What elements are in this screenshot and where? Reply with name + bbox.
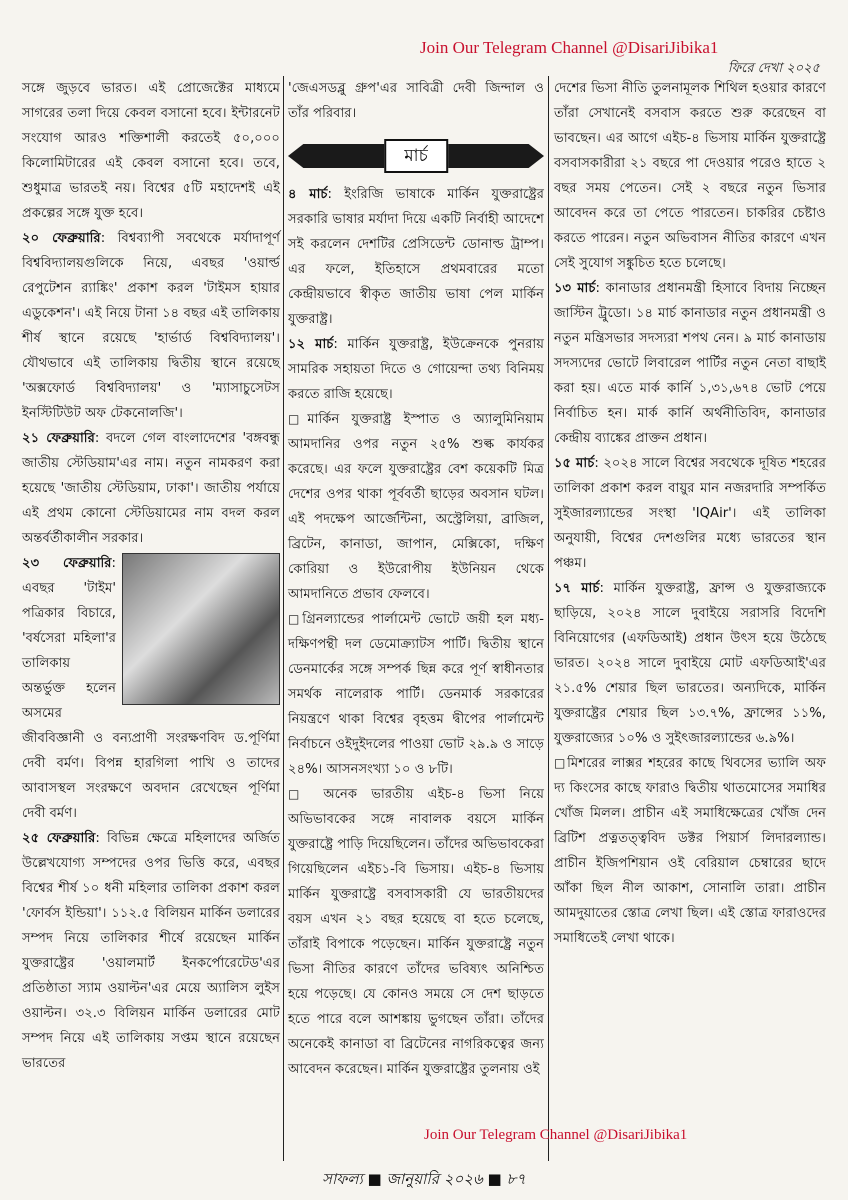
entry-date: ২০ ফেব্রুয়ারি (22, 231, 101, 246)
entry-date: ২৫ ফেব্রুয়ারি (22, 831, 96, 846)
entry-text: মার্কিন যুক্তরাষ্ট্র ইস্পাত ও অ্যালুমিনিয়াম আমদানির ওপর নতুন ২৫% শুল্ক কার্যকর করেছে। এর ফলে যুক্তরাষ্ট্রের বেশ কয়েকটি মিত্র দেশের ওপর থাকা পূর্ববর্তী ছাড়ের অবসান ঘটল। এই পদক্ষেপ আর্জেন্টিনা, অস্ট্রেলিয়া, ব্রাজিল, ব্রিটেন, কানাডা, জাপান, মেক্সিকো, দক্ষিণ কোরিয়া ও ইউরোপীয় ইউনিয়ন থেকে আমদানিতে প্রভাব ফেলবে। (288, 412, 544, 602)
entry-date: ১৫ মার্চ (554, 456, 595, 471)
entry-text: : কানাডার প্রধানমন্ত্রী হিসাবে বিদায় নিচ্ছেন জাস্টিন ট্রুডো। ১৪ মার্চ কানাডার নতুন প্রধানমন্ত্রী ও নতুন মন্ত্রিসভার সদস্যরা শপথ নেন। ৯ মার্চ কানাডায় সদস্যদের ভোটে লিবারেল পার্টির নতুন নেতা বাছাই করা হয়। এতে মার্ক কার্নি ১,৩১,৬৭৪ ভোট পেয়ে নির্বাচিত হন। মার্ক কার্নি অর্থনীতিবিদ, কানাডার কেন্দ্রীয় ব্যাঙ্কের প্রাক্তন প্রধান। (554, 281, 826, 446)
entry-text: : ইংরিজি ভাষাকে মার্কিন যুক্তরাষ্ট্রের সরকারি ভাষার মর্যাদা দিয়ে একটি নির্বাহী আদেশে সই করলেন দেশটির প্রেসিডেন্ট ডোনাল্ড ট্রাম্প। এর ফলে, ইতিহাসে প্রথমবারের মতো কেন্দ্রীয়ভাবে স্বীকৃত জাতীয় ভাষা পেল মার্কিন যুক্তরাষ্ট্র। (288, 187, 544, 327)
entry-text: দেশের ভিসা নীতি তুলনামূলক শিথিল হওয়ার কারণে তাঁরা সেখানেই বসবাস করতে শুরু করেছেন বা ভাবছেন। এর আগে এইচ-৪ ভিসায় মার্কিন যুক্তরাষ্ট্রে বসবাসকারীরা ২১ বছরে পা দেওয়ার পরেও হাতে ২ বছর সময় পেতেন। সেই ২ বছরে নতুন ভিসার আবেদন করে তা পেতে পারতেন। চাকরির চেষ্টাও করতে পারেন। নতুন অভিবাসন নীতির কারণে এখন সেই সুযোগ সঙ্কুচিত হতে চলেছে। (554, 81, 826, 271)
entry (288, 332, 544, 407)
page-footer: সাফল্য ■ জানুয়ারি ২০২৬ ■ ৮৭ (322, 1170, 526, 1188)
entry-text: : বিশ্বব্যাপী সবথেকে মর্যাদাপূর্ণ বিশ্ববিদ্যালয়গুলিকে নিয়ে, এবছর 'ওয়ার্ল্ড রেপুটেশন র‍্যাঙ্কিং' প্রকাশ করল 'টাইমস হায়ার এডুকেশন'। এই নিয়ে টানা ১৪ বছর এই তালিকায় শীর্ষ স্থানে রয়েছে 'হার্ভার্ড বিশ্ববিদ্যালয়'। যৌথভাবে এই তালিকায় দ্বিতীয় স্থানে রয়েছে 'অক্সফোর্ড বিশ্ববিদ্যালয়' ও 'ম্যাসাচুসেটস ইনস্টিটিউট অফ টেকনোলজি'। (22, 231, 280, 421)
bullet-icon: □ (288, 787, 310, 801)
entry-text: : মার্কিন যুক্তরাষ্ট্র, ইউক্রেনকে পুনরায় সামরিক সহায়তা দিতে ও গোয়েন্দা তথ্য বিনিময় করতে রাজি হয়েছে। (288, 337, 544, 402)
section-header: ফিরে দেখা ২০২৫ (727, 61, 820, 76)
entry-text: মিশরের লাক্সর শহরের কাছে থিবসের ভ্যালি অফ দ্য কিংসের কাছে ফারাও দ্বিতীয় থাতমোসের সমাধির খোঁজ মিলল। প্রাচীন এই সমাধিক্ষেত্রের খোঁজ দেন ব্রিটিশ প্রত্নতত্ত্ববিদ ডক্টর পিয়ার্স লিদারল্যান্ড। প্রাচীন ইজিপশিয়ান ওই বেরিয়াল চেম্বারের ছাদে আঁকা ছিল নীল আকাশ, সোনালি তারা। প্রাচীন আমদুয়াতের স্তোত্র লেখা ছিল। এই স্তোত্র ফারাওদের সমাধিতেই লেখা থাকে। (554, 756, 826, 946)
entry (288, 782, 544, 1082)
entry-date: ৪ মার্চ (288, 187, 328, 202)
column-2 (288, 76, 544, 1156)
entry (22, 76, 280, 226)
entry-text: : বিভিন্ন ক্ষেত্রে মহিলাদের অর্জিত উল্লেখযোগ্য সম্পদের ওপর ভিত্তি করে, এবছর বিশ্বের শীর্ষ ১০ ধনী মহিলার তালিকা প্রকাশ করল 'ফোর্বস ইন্ডিয়া'। ১১২.৫ বিলিয়ন মার্কিন ডলারের সম্পদ নিয়ে তালিকার শীর্ষে রয়েছেন মার্কিন যুক্তরাষ্ট্রের 'ওয়ালমার্ট ইনকর্পোরেটেড'এর প্রতিষ্ঠাতা স্যাম ওয়াল্টন'এর মেয়ে অ্যালিস লুইস ওয়াল্টন। ৩২.৩ বিলিয়ন মার্কিন ডলারের মোট সম্পদ নিয়ে এই তালিকায় সপ্তম স্থানে রয়েছেন ভারতের (22, 831, 280, 1071)
entry (288, 407, 544, 607)
entry-text: গ্রিনল্যান্ডের পার্লামেন্ট ভোটে জয়ী হল মধ্য-দক্ষিণপন্থী দল ডেমোক্র্যাটস পার্টি। দ্বিতীয় স্থানে ডেনমার্কের সঙ্গে সম্পর্ক ছিন্ন করে পূর্ণ স্বাধীনতার সমর্থক নালেরাক পার্টি। ডেনমার্ক সরকারের নিয়ন্ত্রণে থাকা বিশ্বের বৃহত্তম দ্বীপের পার্লামেন্ট নির্বাচনে ওইদুইদলের পাওয়া ভোট ২৯.৯ ও সাড়ে ২৪%। আসনসংখ্যা ১০ ও ৮টি। (288, 612, 545, 777)
entry (554, 76, 826, 276)
entry-text: : মার্কিন যুক্তরাষ্ট্র, ফ্রান্স ও যুক্তরাজ্যকে ছাড়িয়ে, ২০২৪ সালে দুবাইয়ে সরাসরি বিদেশি বিনিয়োগের (এফডিআই) প্রধান উৎস হয়ে উঠেছে ভারত। ২০২৪ সালে দুবাইয়ে মোট এফডিআই'এর ২১.৫% শেয়ার ছিল ভারতের। অন্যদিকে, মার্কিন যুক্তরাষ্ট্রের শেয়ার ছিল ১৩.৭%, ফ্রান্সের ১১%, যুক্তরাজ্যের ১০% ও সুইৎজারল্যান্ডের ৬.৯%। (554, 581, 826, 746)
entry-date: ১৩ মার্চ (554, 281, 596, 296)
portrait-photo (122, 553, 280, 705)
entry-text: : এবছর 'টাইম' পত্রিকার বিচারে, 'বর্ষসেরা মহিলা'র তালিকায় অন্তর্ভুক্ত হলেন অসমের জীববিজ্ঞানী ও বন্যপ্রাণী সংরক্ষণবিদ ড.পূর্ণিমা দেবী বর্মণ। বিপন্ন হারগিলা পাখি ও তাদের আবাসস্থল সংরক্ষণে অবদান রেখেছেন পূর্ণিমা দেবী বর্মণ। (22, 556, 280, 821)
entry (554, 451, 826, 576)
entry-text: অনেক ভারতীয় এইচ-৪ ভিসা নিয়ে অভিভাবকের সঙ্গে নাবালক বয়সে মার্কিন যুক্তরাষ্ট্রে পাড়ি দিয়েছিলেন। তাঁদের অভিভাবকেরা গিয়েছিলেন এইচ১-বি ভিসায়। এইচ-৪ ভিসায় মার্কিন যুক্তরাষ্ট্রে বসবাসকারী যে ভারতীয়দের বয়স এখন ২১ বছর হয়েছে বা হতে চলেছে, তাঁরাই বিপাকে পড়েছেন। মার্কিন যুক্তরাষ্ট্রে নতুন ভিসা নীতির কারণে তাঁদের ভবিষ্যৎ অনিশ্চিত হয়ে পড়েছে। যে কোনও সময়ে সে দেশ ছাড়তে হতে পারে বলে আশঙ্কায় ভুগছেন তাঁরা। তাঁদের অনেকেই কানাডা বা ব্রিটেনের নাগরিকত্বের জন্য আবেদন করেছেন। মার্কিন যুক্তরাষ্ট্রের তুলনায় ওই (288, 787, 544, 1077)
entry (22, 226, 280, 426)
entry-date: ২১ ফেব্রুয়ারি (22, 431, 95, 446)
bullet-icon: □ (288, 412, 308, 426)
bullet-icon: □ (288, 612, 303, 626)
entry-continued: 'জেএসডব্লু গ্রুপ'এর সাবিত্রী দেবী জিন্দাল ও তাঁর পরিবার। (288, 81, 544, 121)
watermark-top: Join Our Telegram Channel @DisariJibika1 (420, 38, 719, 57)
watermark-bottom: Join Our Telegram Channel @DisariJibika1 (424, 1127, 688, 1143)
month-label: মার্চ (384, 139, 448, 173)
entry-date: ২৩ ফেব্রুয়ারি (22, 556, 112, 571)
entry-text: : ২০২৪ সালে বিশ্বের সবথেকে দূষিত শহরের তালিকা প্রকাশ করল বায়ুর মান নজরদারি সম্পর্কিত সুইজারল্যান্ডের সংস্থা 'IQAir'। এই তালিকা অনুযায়ী, বিশ্বের দেশগুলির মধ্যে ভারতের স্থান পঞ্চম। (554, 456, 826, 571)
column-divider (548, 76, 549, 1161)
column-3 (554, 76, 826, 1156)
entry (288, 607, 544, 782)
entry (554, 576, 826, 751)
entry (288, 182, 544, 332)
entry (554, 276, 826, 451)
entry (22, 426, 280, 551)
entry-date: ১২ মার্চ (288, 337, 334, 352)
entry (554, 751, 826, 951)
entry (22, 826, 280, 1076)
bullet-icon: □ (554, 756, 568, 770)
entry-date: ১৭ মার্চ (554, 581, 600, 596)
month-banner (288, 136, 544, 176)
entry-text: সঙ্গে জুড়বে ভারত। এই প্রোজেক্টের মাধ্যমে সাগরের তলা দিয়ে কেবল বসানো হবে। ইন্টারনেট সংযোগ আরও শক্তিশালী করতেই ৫০,০০০ কিলোমিটারের এই কেবল বসানো হবে। তবে, শুধুমাত্র ভারতই নয়। বিশ্বের ৫টি মহাদেশই এই প্রকল্পের সঙ্গে যুক্ত হবে। (22, 81, 280, 221)
entry-text: : বদলে গেল বাংলাদেশের 'বঙ্গবন্ধু জাতীয় স্টেডিয়াম'এর নাম। নতুন নামকরণ করা হয়েছে 'জাতীয় স্টেডিয়াম, ঢাকা'। জাতীয় পর্যায়ে এই প্রথম কোনো স্টেডিয়ামের নাম বদল করল অন্তর্বর্তীকালীন সরকার। (22, 431, 280, 546)
column-1 (22, 76, 280, 1156)
column-divider (283, 76, 284, 1161)
